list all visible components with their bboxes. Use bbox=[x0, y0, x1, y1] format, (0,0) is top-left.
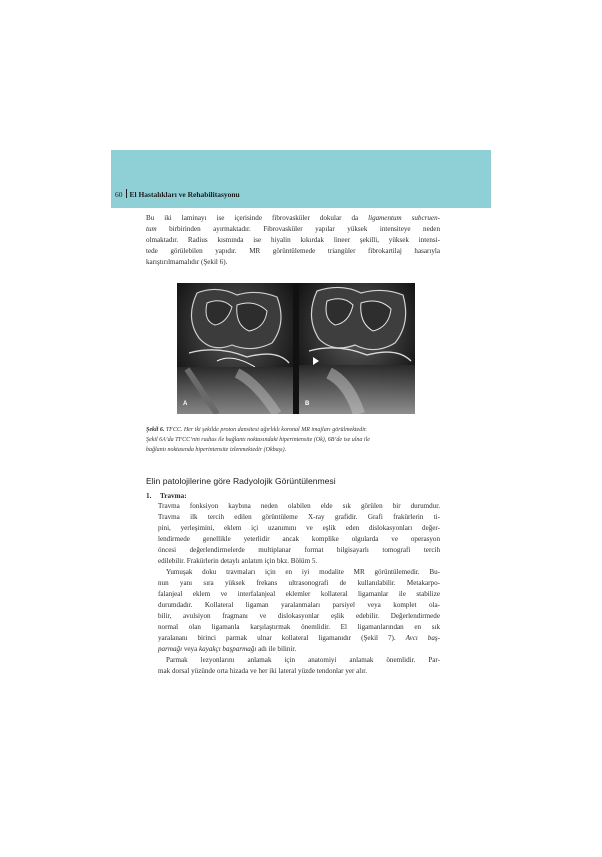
page-number: 60 bbox=[115, 190, 123, 199]
panel-b-label: B bbox=[305, 401, 310, 407]
header-band bbox=[111, 150, 491, 208]
running-header bbox=[115, 189, 240, 199]
trauma-p2-line-4: durumdadır. Kollateral ligaman yaralanmaları parsiyel veya komplet ola- bbox=[158, 601, 440, 609]
trauma-p3-line-1: Parmak lezyonlarını anlamak için anatomiyi anlamak önemlidir. Par- bbox=[166, 656, 440, 664]
trauma-p1-line-1: Travma fonksiyon kaybına neden olabilen elde sık görülen bir durumdur. bbox=[158, 502, 440, 510]
mri-image-a bbox=[177, 283, 293, 414]
panel-a-label: A bbox=[183, 401, 188, 407]
trauma-p1-line-3: pini, yerleşimini, eklem içi uzanımını ve eşlik eden dislokasyonları değer- bbox=[158, 524, 440, 532]
section-heading: Elin patolojilerine göre Radyolojik Görüntülenmesi bbox=[146, 476, 336, 486]
header-separator bbox=[126, 189, 127, 198]
intro-line-4: tede görülebilen yapıdır. MR görüntülemede triangüler fibrokartilaj hasarıyla bbox=[146, 247, 440, 255]
mri-panel-a bbox=[177, 283, 293, 414]
list-item-number: 1. bbox=[146, 492, 152, 500]
trauma-p1-line-5: öncesi değerlendirmelerde multiplanar format bilgisayarlı tomografi tercih bbox=[158, 546, 440, 554]
book-title: El Hastalıkları ve Rehabilitasyonu bbox=[129, 190, 240, 199]
intro-line-1: Bu iki laminayı ise içerisinde fibrovasküler dokular da ligamentum subcruen- bbox=[146, 214, 440, 222]
mri-image-b bbox=[299, 283, 415, 414]
intro-line-5: karıştırılmamalıdır (Şekil 6). bbox=[146, 258, 228, 266]
intro-paragraph bbox=[146, 213, 440, 268]
caption-line-3: bağlantı noktasında hiperintensite izlenmektedir (Okbaşı). bbox=[146, 447, 287, 453]
caption-line-2: Şekil 6A’da TFCC’nin radius ile bağlantı noktasındaki hiperintensite (Ok), 6B’de ise ulna ile bbox=[146, 437, 370, 443]
trauma-p1-line-4: lendirmede genellikle yeterlidir ancak komplike olgularda ve operasyon bbox=[158, 535, 440, 543]
trauma-p2-line-2: nun yanı sıra yüksek frekans ultrasonografi de kullanılabilir. Metakarpo- bbox=[158, 579, 440, 587]
trauma-body bbox=[158, 501, 440, 677]
trauma-p2-line-8: parmağı veya kayakçı başparmağı adı ile bilinir. bbox=[158, 645, 297, 653]
trauma-p2-line-6: normal olan ligamanla karşılaştırmak önemlidir. El ligamanlarından en sık bbox=[158, 623, 440, 631]
mri-panel-b bbox=[299, 283, 415, 414]
trauma-p2-line-1: Yumuşak doku travmaları için en iyi modalite MR görüntülemedir. Bu- bbox=[166, 568, 440, 576]
mri-figure bbox=[177, 283, 415, 414]
trauma-p1-line-2: Travma ilk tercih edilen görüntüleme X-ray grafidir. Grafi frakürlerin ti- bbox=[158, 513, 440, 521]
list-item-title: Travma: bbox=[160, 492, 187, 500]
intro-line-3: olmaktadır. Radius kısmında ise hiyalin kıkırdak lineer şekilli, yüksek intensi- bbox=[146, 236, 440, 244]
caption-line-1: Şekil 6. TFCC. Her iki şekilde proton dansitesi ağırlıklı koronal MR imajları görülmektedir. bbox=[146, 427, 368, 433]
figure-caption bbox=[146, 425, 442, 455]
list-item-heading bbox=[146, 492, 187, 500]
trauma-p1-line-6: edilebilir. Frakürlerin detaylı anlatım için bkz. Bölüm 5. bbox=[158, 557, 318, 565]
intro-line-2: tum birbirinden ayırmaktadır. Fibrovasküler yapılar yüksek intensiteye neden bbox=[146, 225, 440, 233]
caption-label: Şekil 6. bbox=[146, 427, 165, 433]
trauma-p2-line-3: falanjeal eklem ve interfalanjeal eklemler kollateral ligamanlar ile stabilize bbox=[158, 590, 440, 598]
trauma-p2-line-5: bilir, avulsiyon fragmanı ve dislokasyonlar eşlik edebilir. Değerlendirmede bbox=[158, 612, 440, 620]
trauma-p3-line-2: mak dorsal yüzünde orta hizada ve her iki lateral yüzde tendonlar yer alır. bbox=[158, 667, 367, 675]
trauma-p2-line-7: yaralananı birinci parmak ulnar kollateral ligamanıdır (Şekil 7). Avcı baş- bbox=[158, 634, 440, 642]
